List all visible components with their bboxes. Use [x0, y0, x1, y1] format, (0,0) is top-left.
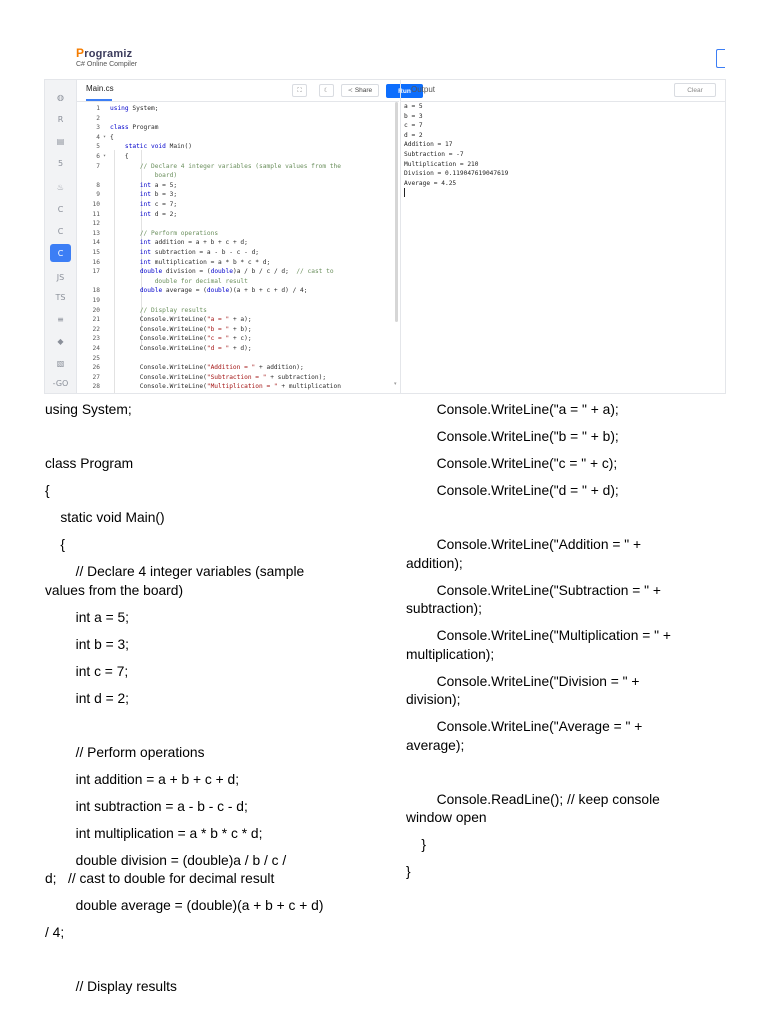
code-line[interactable]	[77, 210, 399, 220]
line-number: 21	[92, 316, 100, 324]
code-line[interactable]	[77, 373, 399, 383]
logo-text: Programiz	[76, 46, 133, 60]
code-line[interactable]	[77, 315, 399, 325]
moon-icon: ☾	[323, 87, 330, 94]
code-text: // Declare 4 integer variables (sample values from the	[139, 162, 341, 170]
line-number: 11	[92, 210, 100, 218]
rust-icon[interactable]: ▧	[56, 358, 65, 368]
share-label: Share	[354, 87, 373, 94]
java-icon[interactable]: ♨	[56, 182, 65, 192]
document-line: Console.WriteLine("d = " + d);	[406, 483, 619, 498]
python-icon[interactable]: ◍	[57, 92, 64, 102]
theme-toggle-button[interactable]	[319, 84, 334, 97]
code-line[interactable]	[77, 277, 399, 287]
share-button[interactable]	[341, 84, 379, 97]
line-number: 9	[96, 191, 100, 199]
output-title: Output	[411, 85, 436, 94]
editor-scrollbar[interactable]	[395, 102, 398, 322]
document-line: double division = (double)a / b / c /	[45, 852, 287, 868]
code-line[interactable]	[77, 104, 399, 114]
code-line[interactable]	[77, 200, 399, 210]
document-line: using System;	[45, 402, 132, 417]
line-number: 22	[92, 325, 100, 333]
code-text: {	[110, 153, 129, 160]
code-line[interactable]	[77, 133, 399, 143]
code-line[interactable]	[77, 325, 399, 335]
document-line: }	[406, 837, 426, 852]
document-line: {	[45, 537, 65, 552]
output-line: b = 3	[404, 112, 423, 120]
code-line[interactable]	[77, 382, 399, 392]
code-line[interactable]	[77, 114, 399, 124]
code-line[interactable]	[77, 286, 399, 296]
expand-icon: ⛶	[297, 86, 302, 94]
document-line: Console.WriteLine("c = " + c);	[406, 456, 618, 471]
code-line[interactable]	[77, 296, 399, 306]
code-text: Console.WriteLine("d = " + d);	[110, 345, 252, 352]
document-line: int subtraction = a - b - c - d;	[45, 798, 248, 814]
clear-button[interactable]: Clear	[674, 83, 716, 97]
code-line[interactable]	[77, 162, 399, 172]
code-line[interactable]	[77, 258, 399, 268]
output-console[interactable]	[400, 102, 726, 393]
ts-icon[interactable]: TS	[55, 292, 66, 302]
code-editor[interactable]	[77, 102, 399, 393]
line-number: 13	[92, 229, 100, 237]
document-line: // Display results	[45, 979, 177, 994]
code-text: double division = (double)a / b / c / d; // cast to	[139, 268, 334, 276]
document-line: int b = 3;	[45, 636, 129, 652]
line-number: 20	[92, 306, 100, 314]
document-line: int d = 2;	[45, 690, 129, 706]
output-line: d = 2	[404, 131, 423, 139]
code-line[interactable]	[77, 229, 399, 239]
editor-toolbar	[77, 80, 411, 102]
code-text: {	[110, 133, 114, 141]
document-line: Console.ReadLine(); // keep console	[406, 791, 660, 807]
go-icon[interactable]: -GO	[52, 378, 69, 388]
programiz-logo[interactable]	[76, 46, 137, 68]
header-action-button[interactable]	[716, 49, 725, 68]
output-line: c = 7	[404, 122, 423, 130]
line-number: 2	[96, 114, 100, 122]
html-icon[interactable]: 5	[57, 158, 64, 168]
output-line: Average = 4.25	[404, 179, 457, 187]
swift-icon[interactable]: ◆	[57, 336, 64, 346]
fullscreen-button[interactable]	[292, 84, 307, 97]
line-number: 17	[92, 268, 100, 276]
code-text: static void Main()	[124, 143, 192, 151]
document-line: subtraction);	[406, 601, 482, 616]
code-line[interactable]	[77, 190, 399, 200]
active-tab-indicator	[86, 99, 112, 101]
code-text: int a = 5;	[139, 181, 178, 189]
fold-toggle-icon[interactable]: ▾	[103, 153, 107, 159]
line-number: 26	[92, 364, 100, 372]
code-text: Console.WriteLine("Multiplication = " + multiplication	[110, 383, 341, 391]
code-text: int d = 2;	[139, 210, 178, 218]
document-line: class Program	[45, 456, 134, 471]
line-number: 23	[92, 335, 100, 343]
line-number: 14	[92, 239, 100, 247]
code-text: Console.WriteLine("a = " + a);	[110, 316, 252, 324]
document-line: division);	[406, 692, 461, 707]
code-text: int b = 3;	[139, 191, 178, 199]
output-line: Subtraction = -7	[404, 151, 464, 158]
line-number: 24	[92, 345, 100, 352]
code-text: double average = (double)(a + b + c + d) / 4;	[139, 287, 308, 295]
stack-icon[interactable]: ≡	[57, 314, 64, 324]
code-line[interactable]	[77, 123, 399, 133]
code-line[interactable]	[77, 248, 399, 258]
r-icon[interactable]: R	[57, 114, 64, 124]
line-number: 28	[92, 383, 100, 391]
code-text: int subtraction = a - b - c - d;	[139, 249, 260, 256]
document-line: double average = (double)(a + b + c + d)	[45, 898, 324, 913]
code-line[interactable]	[77, 219, 399, 229]
language-sidebar	[45, 80, 77, 393]
output-line: Division = 0.119047619047619	[404, 170, 509, 178]
code-line[interactable]	[77, 267, 399, 277]
file-tab-main[interactable]: Main.cs	[86, 84, 114, 93]
line-number: 4	[96, 133, 100, 141]
share-icon: ≺	[347, 87, 353, 94]
document-line: int multiplication = a * b * c * d;	[45, 825, 263, 841]
line-number: 7	[96, 162, 100, 170]
line-number: 12	[92, 220, 100, 228]
code-line[interactable]	[77, 354, 399, 364]
line-number: 27	[92, 373, 100, 381]
code-line[interactable]	[77, 142, 399, 152]
output-line: Addition = 17	[404, 141, 453, 149]
document-line: / 4;	[45, 925, 65, 940]
document-line: Console.WriteLine("Subtraction = " +	[406, 582, 661, 598]
online-compiler	[44, 79, 726, 394]
document-line: Console.WriteLine("Addition = " +	[406, 537, 642, 552]
code-line[interactable]	[77, 363, 399, 373]
code-line[interactable]	[77, 344, 399, 354]
code-text: // Display results	[139, 306, 207, 314]
document-line: int c = 7;	[45, 663, 129, 679]
output-toolbar	[400, 80, 726, 102]
c-icon[interactable]: C	[57, 204, 64, 214]
output-line: Multiplication = 210	[404, 160, 479, 168]
document-line: Console.WriteLine("Division = " +	[406, 673, 640, 689]
code-text: Console.WriteLine("Subtraction = " + subtraction);	[110, 373, 327, 381]
code-text: int c = 7;	[139, 201, 178, 208]
output-line: a = 5	[404, 103, 423, 110]
js-icon[interactable]: JS	[56, 272, 65, 282]
document-line: values from the board)	[45, 582, 184, 598]
document-line: Console.WriteLine("Multiplication = " +	[406, 628, 671, 643]
document-line: multiplication);	[406, 646, 495, 662]
document-line: Console.WriteLine("Average = " +	[406, 719, 643, 734]
code-line[interactable]	[77, 306, 399, 316]
line-number: 15	[92, 249, 100, 256]
code-text: Console.WriteLine("c = " + c);	[110, 335, 252, 343]
line-number: 5	[96, 143, 100, 151]
document-line: {	[45, 483, 50, 498]
document-line: // Perform operations	[45, 744, 205, 760]
line-number: 18	[92, 287, 100, 295]
code-line[interactable]	[77, 152, 399, 162]
code-text: int addition = a + b + c + d;	[139, 239, 248, 247]
code-text: double for decimal result	[154, 277, 248, 285]
document-line: Console.WriteLine("b = " + b);	[406, 429, 619, 444]
run-button[interactable]: Run	[386, 84, 423, 98]
code-text: board)	[154, 172, 178, 180]
code-text: // Perform operations	[139, 229, 219, 237]
line-number: 25	[92, 354, 100, 362]
code-text: int multiplication = a * b * c * d;	[139, 258, 271, 266]
code-line[interactable]	[77, 334, 399, 344]
line-number: 3	[96, 124, 100, 132]
code-text: Console.WriteLine("Addition = " + addition);	[110, 364, 304, 372]
document-line: d; // cast to double for decimal result	[45, 871, 275, 886]
line-number: 10	[92, 201, 100, 208]
scroll-down-icon[interactable]: ▾	[394, 381, 397, 387]
code-line[interactable]	[77, 238, 399, 248]
fold-toggle-icon[interactable]: ▾	[103, 133, 107, 140]
line-number: 8	[96, 181, 100, 189]
document-line: average);	[406, 737, 465, 753]
compiler-tagline: C# Online Compiler	[76, 61, 138, 68]
document-line: addition);	[406, 555, 463, 571]
document-line: Console.WriteLine("a = " + a);	[406, 402, 619, 417]
code-text: class Program	[110, 124, 159, 132]
line-number: 16	[92, 258, 100, 266]
code-line[interactable]	[77, 171, 399, 181]
code-text: using System;	[110, 105, 159, 112]
document-line: }	[406, 864, 411, 879]
code-line[interactable]	[77, 181, 399, 191]
document-line: window open	[406, 810, 487, 825]
cpp-icon[interactable]: C	[57, 226, 64, 236]
document-line: int addition = a + b + c + d;	[45, 771, 240, 787]
document-line: int a = 5;	[45, 609, 129, 625]
line-number: 1	[96, 105, 100, 112]
code-text: Console.WriteLine("b = " + b);	[110, 325, 252, 333]
document-line: static void Main()	[45, 510, 165, 525]
sql-icon[interactable]: ▤	[56, 136, 65, 146]
line-number: 19	[92, 297, 100, 304]
line-number: 6	[96, 153, 100, 160]
document-line: // Declare 4 integer variables (sample	[45, 564, 305, 579]
console-cursor	[404, 188, 405, 197]
csharp-icon[interactable]: C	[50, 244, 71, 262]
